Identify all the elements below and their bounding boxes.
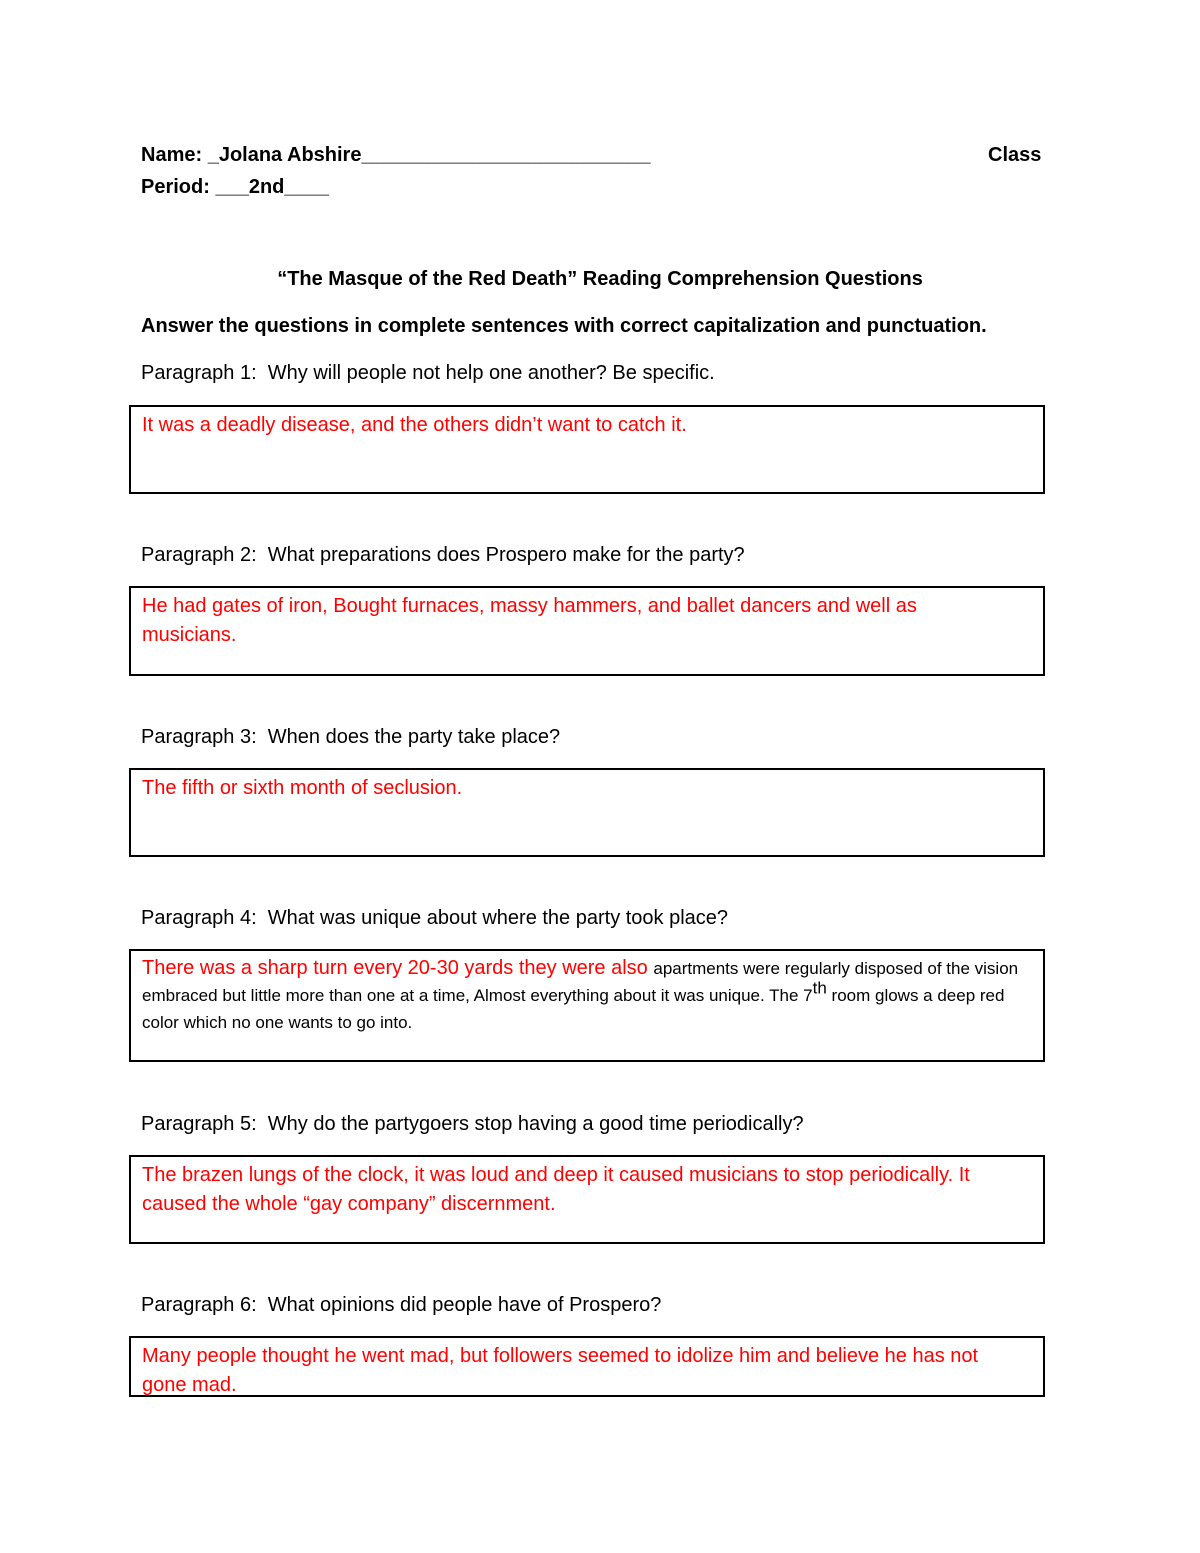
instructions: Answer the questions in complete sentences with correct capitalization and punctuation. bbox=[141, 315, 987, 337]
question-5-label: Paragraph 5: bbox=[141, 1113, 257, 1135]
question-1-text: Why will people not help one another? Be specific. bbox=[267, 362, 715, 384]
period-label: Period: bbox=[141, 176, 210, 198]
answer-box-1 bbox=[129, 405, 1045, 494]
answer-box-5 bbox=[129, 1155, 1045, 1244]
question-2 bbox=[141, 544, 745, 567]
question-5 bbox=[141, 1113, 804, 1136]
answer-3-text: The fifth or sixth month of seclusion. bbox=[142, 777, 463, 799]
answer-4-text bbox=[142, 955, 1032, 1036]
answer-box-4 bbox=[129, 949, 1045, 1062]
name-value: _Jolana Abshire__________________________ bbox=[202, 144, 651, 166]
answer-6-text: Many people thought he went mad, but followers seemed to idolize him and believe he has not gone mad. bbox=[142, 1345, 979, 1396]
question-1-label: Paragraph 1: bbox=[141, 362, 257, 384]
class-label: Class bbox=[988, 144, 1042, 166]
name-label: Name: bbox=[141, 144, 203, 166]
answer-box-2 bbox=[129, 586, 1045, 676]
answer-box-6 bbox=[129, 1336, 1045, 1397]
name-line bbox=[141, 144, 651, 167]
question-4-text: What was unique about where the party took place? bbox=[267, 907, 729, 929]
answer-box-3 bbox=[129, 768, 1045, 857]
answer-4-sup: th bbox=[812, 978, 827, 998]
answer-4-black: apartments were regularly disposed of the vision embraced but little more than one at a time, Almost everything about it was unique. The 7 bbox=[142, 959, 1019, 1005]
answer-4-red: There was a sharp turn every 20-30 yards they were also bbox=[142, 957, 654, 979]
answer-1-text: It was a deadly disease, and the others didn’t want to catch it. bbox=[142, 414, 687, 436]
period-value: ___2nd____ bbox=[209, 176, 329, 198]
question-3 bbox=[141, 726, 560, 749]
question-4 bbox=[141, 907, 728, 930]
question-6-text: What opinions did people have of Prospero? bbox=[267, 1294, 662, 1316]
answer-2-text: He had gates of iron, Bought furnaces, massy hammers, and ballet dancers and well as musicians. bbox=[142, 595, 917, 646]
worksheet-title: “The Masque of the Red Death” Reading Comprehension Questions bbox=[277, 268, 923, 290]
period-line bbox=[141, 176, 329, 199]
question-3-text: When does the party take place? bbox=[267, 726, 561, 748]
question-5-text: Why do the partygoers stop having a good time periodically? bbox=[267, 1113, 804, 1135]
question-2-label: Paragraph 2: bbox=[141, 544, 257, 566]
answer-5-text: The brazen lungs of the clock, it was loud and deep it caused musicians to stop periodically. It caused the whole “gay company” discernment. bbox=[142, 1164, 970, 1215]
answer-4-black-end: room glows a deep red color which no one wants to go into. bbox=[142, 986, 1005, 1032]
question-3-label: Paragraph 3: bbox=[141, 726, 257, 748]
question-2-text: What preparations does Prospero make for the party? bbox=[267, 544, 745, 566]
question-6 bbox=[141, 1294, 661, 1317]
question-1 bbox=[141, 362, 715, 385]
question-4-label: Paragraph 4: bbox=[141, 907, 257, 929]
question-6-label: Paragraph 6: bbox=[141, 1294, 257, 1316]
